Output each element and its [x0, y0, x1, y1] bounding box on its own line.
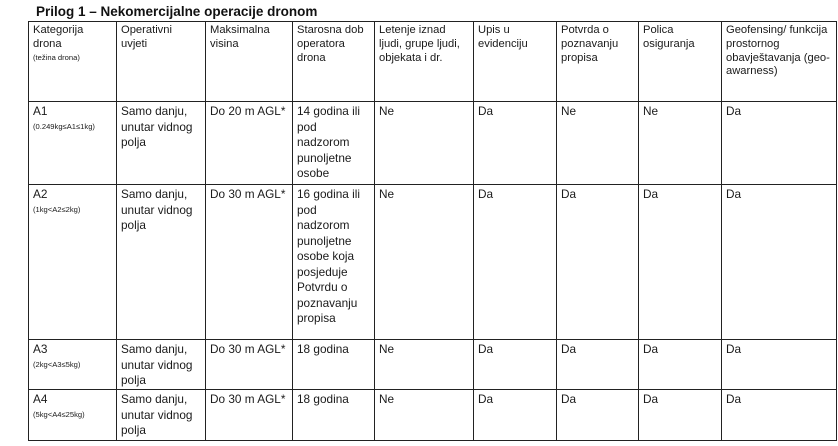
cell-registration: Da	[474, 340, 557, 390]
table-row	[29, 340, 837, 390]
cell-age: 18 godina	[293, 340, 375, 390]
cell-knowledge: Da	[557, 340, 639, 390]
category-label: A1	[33, 104, 48, 118]
cell-category	[29, 390, 117, 441]
header-cell-insurance: Polica osiguranja	[639, 22, 722, 102]
table-row	[29, 102, 837, 185]
cell-geofencing: Da	[722, 390, 837, 441]
category-weight: (0.249kg≤A1≤1kg)	[33, 121, 95, 131]
cell-insurance: Ne	[639, 102, 722, 185]
header-cell-category	[29, 22, 117, 102]
header-cell-age: Starosna dob operatora drona	[293, 22, 375, 102]
header-cell-conditions: Operativni uvjeti	[117, 22, 206, 102]
category-label: A3	[33, 342, 48, 356]
cell-over-people: Ne	[375, 390, 474, 441]
cell-age: 16 godina ili pod nadzorom punoljetne osobe koja posjeduje Potvrdu o poznavanju propisa	[293, 185, 375, 340]
cell-conditions: Samo danju, unutar vidnog polja	[117, 185, 206, 340]
cell-max-height: Do 30 m AGL*	[206, 340, 293, 390]
category-label: A2	[33, 187, 48, 201]
cell-insurance: Da	[639, 185, 722, 340]
cell-category	[29, 102, 117, 185]
cell-registration: Da	[474, 390, 557, 441]
cell-category	[29, 340, 117, 390]
cell-over-people: Ne	[375, 102, 474, 185]
cell-conditions: Samo danju, unutar vidnog polja	[117, 340, 206, 390]
drone-operations-table	[28, 21, 837, 441]
cell-geofencing: Da	[722, 102, 837, 185]
header-cell-knowledge: Potvrda o poznavanju propisa	[557, 22, 639, 102]
cell-geofencing: Da	[722, 185, 837, 340]
category-weight: (5kg<A4≤25kg)	[33, 409, 85, 419]
cell-conditions: Samo danju, unutar vidnog polja	[117, 390, 206, 441]
header-label: Kategorija drona	[33, 24, 84, 50]
cell-knowledge: Da	[557, 390, 639, 441]
table-header-row	[29, 22, 837, 102]
cell-max-height: Do 30 m AGL*	[206, 390, 293, 441]
cell-age: 18 godina	[293, 390, 375, 441]
header-cell-geofencing: Geofensing/ funkcija prostornog obavještavanja (geo-awarness)	[722, 22, 837, 102]
cell-over-people: Ne	[375, 185, 474, 340]
cell-max-height: Do 30 m AGL*	[206, 185, 293, 340]
category-weight: (1kg<A2≤2kg)	[33, 204, 81, 214]
cell-max-height: Do 20 m AGL*	[206, 102, 293, 185]
cell-knowledge: Ne	[557, 102, 639, 185]
cell-knowledge: Da	[557, 185, 639, 340]
document-title: Prilog 1 – Nekomercijalne operacije dronom	[36, 4, 318, 19]
category-label: A4	[33, 392, 48, 406]
header-sublabel: (težina drona)	[33, 52, 80, 62]
header-cell-over-people: Letenje iznad ljudi, grupe ljudi, objekata i dr.	[375, 22, 474, 102]
cell-registration: Da	[474, 185, 557, 340]
header-cell-max-height: Maksimalna visina	[206, 22, 293, 102]
cell-registration: Da	[474, 102, 557, 185]
cell-insurance: Da	[639, 340, 722, 390]
header-cell-registration: Upis u evidenciju	[474, 22, 557, 102]
table-row	[29, 185, 837, 340]
cell-insurance: Da	[639, 390, 722, 441]
cell-age: 14 godina ili pod nadzorom punoljetne osobe	[293, 102, 375, 185]
cell-category	[29, 185, 117, 340]
table-row	[29, 390, 837, 441]
cell-geofencing: Da	[722, 340, 837, 390]
category-weight: (2kg<A3≤5kg)	[33, 359, 81, 369]
cell-over-people: Ne	[375, 340, 474, 390]
cell-conditions: Samo danju, unutar vidnog polja	[117, 102, 206, 185]
